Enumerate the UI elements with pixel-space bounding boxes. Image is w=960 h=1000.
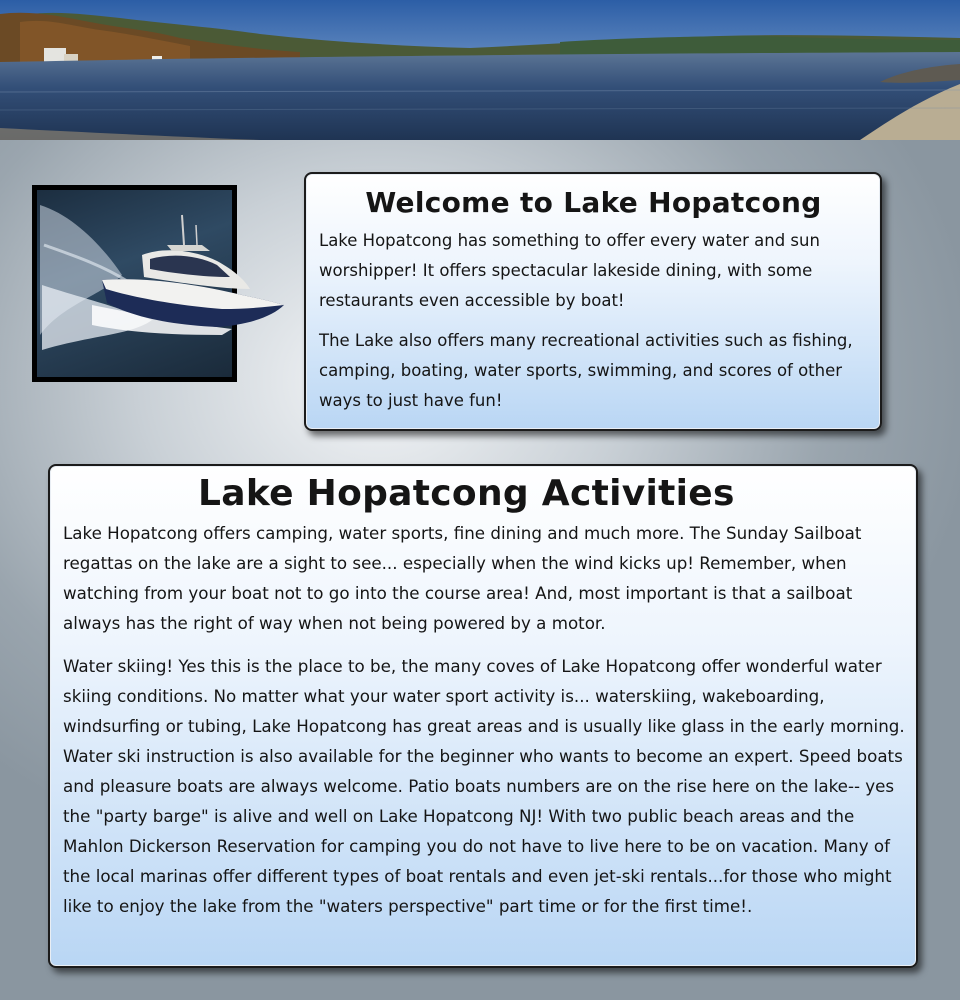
welcome-paragraph-recreation: The Lake also offers many recreational activities such as fishing, camping, boating, water sports, swimming, and scores of other ways to just have fun!: [319, 331, 853, 410]
lake-panorama-image: [0, 0, 960, 140]
welcome-paragraph-dining: Lake Hopatcong has something to offer every water and sun worshipper! It offers spectacular lakeside dining, with some restaurants even accessible by boat!: [319, 231, 820, 310]
activities-paragraph-water-skiing: Water skiing! Yes this is the place to be, the many coves of Lake Hopatcong offer wonderful water skiing conditions. No matter what your water sport activity is... waterskiing, wakeboarding, windsurfing or tubing, Lake Hopatcong has great areas and is usually like glass in the early morning. Water ski instruction is also available for the beginner who wants to become an expert. Speed boats and pleasure boats are always welcome. Patio boats numbers are on the rise here on the lake-- yes the "party barge" is alive and well on Lake Hopatcong NJ! With two public beach areas and the Mahlon Dickerson Reservation for camping you do not have to live here to be on vacation. Many of the local marinas offer different types of boat rentals and even jet-ski rentals...for those who might like to enjoy the lake from the "waters perspective" part time or for the first time!.: [63, 656, 905, 916]
activities-paragraph-sailing: Lake Hopatcong offers camping, water sports, fine dining and much more. The Sunday Sailboat regattas on the lake are a sight to see... especially when the wind kicks up! Remember, when watching from your boat not to go into the course area! And, most important is that a sailboat always has the right of way when not being powered by a motor.: [63, 523, 862, 633]
lake-panorama-banner: [0, 0, 960, 140]
speed-boat-image: [32, 185, 292, 385]
welcome-title: Welcome to Lake Hopatcong: [365, 186, 822, 219]
activities-title: Lake Hopatcong Activities: [198, 473, 735, 514]
activities-panel: [48, 464, 918, 968]
welcome-panel: [304, 172, 882, 431]
